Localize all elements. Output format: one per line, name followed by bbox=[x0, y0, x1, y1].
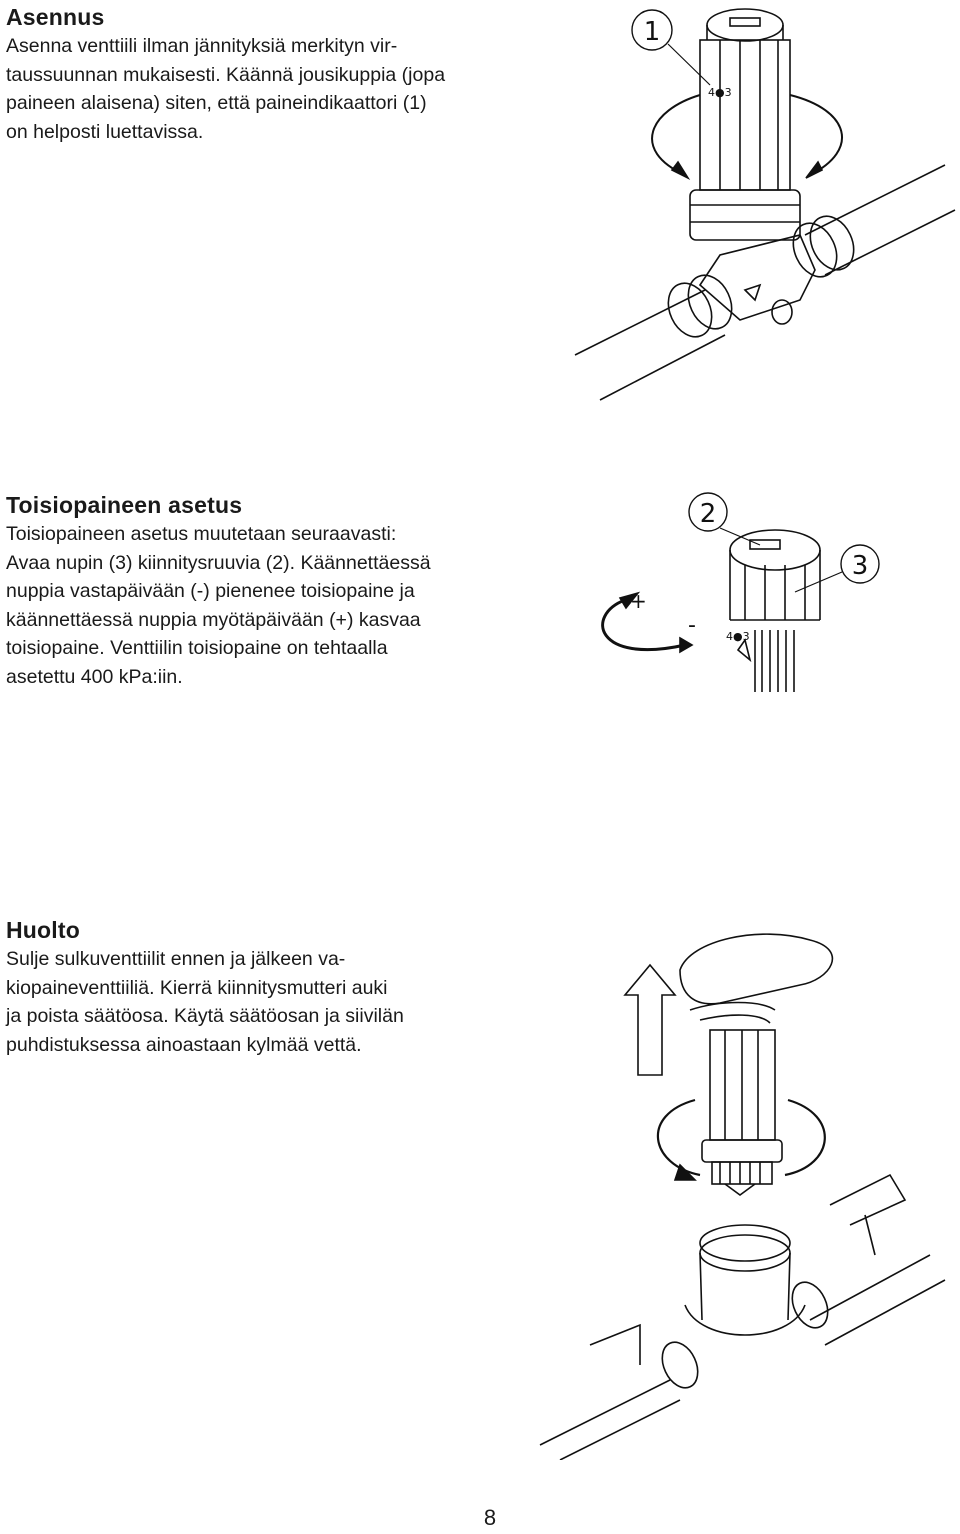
plus-label: + bbox=[630, 589, 647, 613]
paragraph-line: paineen alaisena) siten, että paineindikaattori (1) bbox=[6, 92, 427, 114]
pressure-indicator-label: 4●3 bbox=[708, 86, 732, 99]
valve-installation-illustration bbox=[560, 0, 960, 410]
section-title: Asennus bbox=[6, 4, 105, 30]
paragraph-line: taussuunnan mukaisesti. Käännä jousikuppia (jopa bbox=[6, 63, 446, 86]
paragraph-line: nuppia vastapäivään (-) pienenee toisiopaine ja bbox=[6, 580, 415, 602]
paragraph-line: kiopaineventtiiliä. Kierrä kiinnitysmutteri auki bbox=[6, 976, 388, 999]
minus-label: - bbox=[688, 613, 696, 638]
section-huolto bbox=[6, 915, 404, 1059]
section-toisiopaineen-asetus bbox=[6, 490, 431, 691]
callout-3: 3 bbox=[851, 551, 869, 581]
paragraph-line: Asenna venttiili ilman jännityksiä merkityn vir- bbox=[6, 35, 398, 57]
callout-2: 2 bbox=[699, 499, 717, 529]
section-title: Huolto bbox=[6, 917, 81, 943]
paragraph-line: Sulje sulkuventtiilit ennen ja jälkeen va- bbox=[6, 948, 346, 970]
knob-adjustment-illustration bbox=[580, 480, 960, 695]
page-number: 8 bbox=[483, 1505, 497, 1530]
maintenance-illustration bbox=[530, 925, 960, 1460]
pressure-indicator-label: 4●3 bbox=[726, 630, 750, 643]
callout-1: 1 bbox=[643, 17, 661, 47]
paragraph-line: Toisiopaineen asetus muutetaan seuraavasti: bbox=[6, 523, 397, 545]
paragraph-line: toisiopaine. Venttiilin toisiopaine on tehtaalla bbox=[6, 637, 388, 659]
section-title: Toisiopaineen asetus bbox=[6, 492, 243, 518]
paragraph-line: ja poista säätöosa. Käytä säätöosan ja siivilän bbox=[6, 1005, 404, 1027]
section-asennus bbox=[6, 2, 445, 146]
paragraph-line: käännettäessä nuppia myötäpäivään (+) kasvaa bbox=[6, 608, 421, 631]
paragraph-line: asetettu 400 kPa:iin. bbox=[6, 665, 183, 688]
paragraph-line: on helposti luettavissa. bbox=[6, 120, 204, 143]
paragraph-line: puhdistuksessa ainoastaan kylmää vettä. bbox=[6, 1033, 362, 1056]
paragraph-line: Avaa nupin (3) kiinnitysruuvia (2). Käännettäessä bbox=[6, 551, 431, 574]
